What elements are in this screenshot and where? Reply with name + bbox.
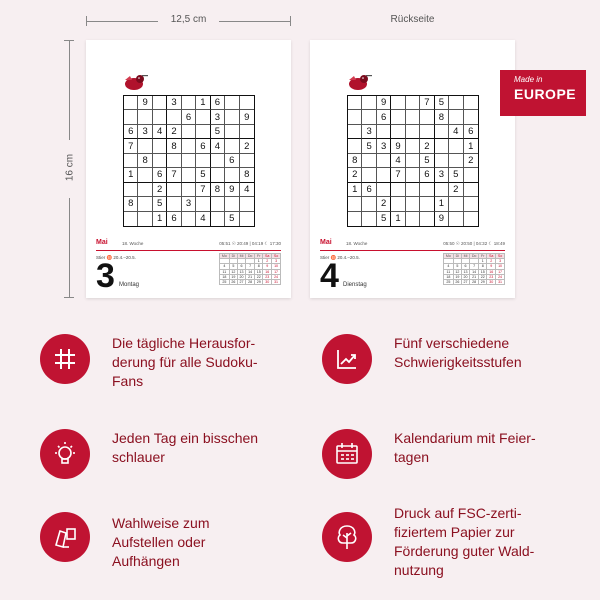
sudoku-cell bbox=[391, 197, 405, 211]
mini-calendar-day: 29 bbox=[255, 279, 263, 284]
sudoku-cell bbox=[211, 168, 225, 182]
mini-calendar-header: Mi bbox=[461, 254, 469, 259]
sudoku-cell bbox=[377, 125, 391, 139]
mini-calendar-header: Di bbox=[229, 254, 237, 259]
sudoku-cell: 9 bbox=[391, 139, 405, 153]
sudoku-cell bbox=[449, 197, 463, 211]
lightbulb-icon bbox=[51, 440, 79, 468]
mini-calendar-day: 2 bbox=[487, 259, 496, 264]
sudoku-cell bbox=[464, 96, 478, 110]
sudoku-cell bbox=[391, 125, 405, 139]
sudoku-cell bbox=[435, 139, 449, 153]
mini-calendar-day: 4 bbox=[220, 264, 230, 269]
sudoku-cell: 3 bbox=[435, 168, 449, 182]
sudoku-cell: 8 bbox=[240, 168, 254, 182]
sudoku-cell bbox=[449, 139, 463, 153]
sudoku-cell: 7 bbox=[196, 183, 210, 197]
height-label: 16 cm bbox=[64, 153, 76, 182]
mini-calendar-day: 28 bbox=[470, 279, 479, 284]
feature-holiday-calendar bbox=[322, 429, 592, 499]
sudoku-cell: 1 bbox=[196, 96, 210, 110]
logo-icon bbox=[346, 72, 372, 92]
sudoku-cell: 8 bbox=[138, 154, 152, 168]
feature-icon-circle bbox=[322, 512, 372, 562]
sudoku-cell bbox=[153, 139, 167, 153]
mini-calendar-day: 7 bbox=[470, 264, 479, 269]
sudoku-cell: 4 bbox=[211, 139, 225, 153]
sudoku-cell bbox=[406, 110, 420, 124]
day-number: 3 bbox=[96, 257, 115, 295]
feature-text: Kalendarium mit Feier- tagen bbox=[394, 430, 536, 465]
sudoku-cell bbox=[182, 139, 196, 153]
sun-moon-times: 05:50 ☉ 20:50 | 04:32 ☾ 18:49 bbox=[443, 240, 505, 246]
sudoku-cell bbox=[225, 139, 239, 153]
sudoku-cell bbox=[225, 125, 239, 139]
sudoku-cell: 9 bbox=[225, 183, 239, 197]
sudoku-cell bbox=[196, 197, 210, 211]
zodiac-sign: Stier ♉ 20.4.–20.5. bbox=[320, 255, 360, 260]
mini-calendar-day: 26 bbox=[453, 279, 461, 284]
sudoku-cell bbox=[406, 183, 420, 197]
sudoku-cell bbox=[196, 110, 210, 124]
sudoku-cell bbox=[138, 139, 152, 153]
sudoku-cell: 7 bbox=[124, 139, 138, 153]
mini-calendar-day: 21 bbox=[470, 274, 479, 279]
sudoku-cell bbox=[464, 168, 478, 182]
tree-icon bbox=[333, 523, 361, 551]
feature-icon-circle bbox=[322, 334, 372, 384]
mini-calendar-day: 13 bbox=[461, 269, 469, 274]
sudoku-cell bbox=[211, 212, 225, 226]
sudoku-cell: 3 bbox=[167, 96, 181, 110]
sudoku-cell bbox=[406, 125, 420, 139]
sudoku-cell: 9 bbox=[240, 110, 254, 124]
mini-calendar-day: 13 bbox=[237, 269, 245, 274]
sudoku-cell bbox=[449, 212, 463, 226]
sudoku-cell: 8 bbox=[211, 183, 225, 197]
mini-calendar bbox=[219, 253, 281, 285]
mini-calendar bbox=[443, 253, 505, 285]
sudoku-cell: 9 bbox=[435, 212, 449, 226]
back-label: Rückseite bbox=[390, 14, 435, 25]
sudoku-cell bbox=[435, 183, 449, 197]
month-label: Mai bbox=[320, 239, 332, 246]
mini-calendar-day: 23 bbox=[263, 274, 272, 279]
sudoku-cell: 7 bbox=[420, 96, 434, 110]
day-name: Dienstag bbox=[343, 282, 367, 288]
mini-calendar-day: 18 bbox=[444, 274, 454, 279]
mini-calendar-day: 8 bbox=[255, 264, 263, 269]
mini-calendar-day: 19 bbox=[229, 274, 237, 279]
sudoku-cell: 8 bbox=[348, 154, 362, 168]
sudoku-cell bbox=[348, 197, 362, 211]
sudoku-cell bbox=[435, 154, 449, 168]
mini-calendar-day: 16 bbox=[263, 269, 272, 274]
feature-text: Fünf verschiedene Schwierigkeitsstufen bbox=[394, 335, 522, 370]
sudoku-cell bbox=[167, 154, 181, 168]
sudoku-cell: 8 bbox=[167, 139, 181, 153]
sudoku-cell bbox=[348, 139, 362, 153]
mini-calendar-day: 28 bbox=[246, 279, 255, 284]
mini-calendar-day: 5 bbox=[453, 264, 461, 269]
sudoku-cell bbox=[377, 168, 391, 182]
mini-calendar-header: Sa bbox=[263, 254, 272, 259]
mini-calendar-day: 25 bbox=[444, 279, 454, 284]
sudoku-cell: 5 bbox=[196, 168, 210, 182]
sudoku-cell bbox=[182, 168, 196, 182]
sudoku-cell bbox=[362, 110, 376, 124]
sudoku-cell bbox=[240, 154, 254, 168]
sudoku-cell: 5 bbox=[211, 125, 225, 139]
made-in-europe-badge bbox=[500, 70, 586, 116]
mini-calendar-day: 10 bbox=[272, 264, 281, 269]
mini-calendar-day: 25 bbox=[220, 279, 230, 284]
sudoku-cell bbox=[124, 183, 138, 197]
sudoku-cell: 1 bbox=[391, 212, 405, 226]
mini-calendar-day: 6 bbox=[461, 264, 469, 269]
feature-text: Jeden Tag ein bisschen schlauer bbox=[112, 430, 259, 465]
sudoku-cell bbox=[406, 197, 420, 211]
feature-fsc-paper bbox=[322, 505, 592, 582]
mini-calendar-day: 4 bbox=[444, 264, 454, 269]
sudoku-grid bbox=[123, 95, 255, 227]
sudoku-cell: 2 bbox=[420, 139, 434, 153]
sudoku-cell bbox=[153, 154, 167, 168]
mini-calendar-day: 1 bbox=[255, 259, 263, 264]
sudoku-cell bbox=[182, 154, 196, 168]
sudoku-cell bbox=[449, 96, 463, 110]
sudoku-cell: 2 bbox=[449, 183, 463, 197]
sudoku-cell: 4 bbox=[449, 125, 463, 139]
hashtag-icon bbox=[52, 346, 78, 372]
feature-text: Druck auf FSC-zerti- fiziertem Papier zur Förderung guter Wald- nutzung bbox=[394, 505, 535, 578]
mini-calendar-day: 22 bbox=[479, 274, 487, 279]
mini-calendar-day: 9 bbox=[263, 264, 272, 269]
feature-icon-circle bbox=[40, 429, 90, 479]
sudoku-cell: 7 bbox=[391, 168, 405, 182]
sudoku-cell bbox=[138, 183, 152, 197]
sudoku-cell bbox=[153, 110, 167, 124]
mini-calendar-day: 14 bbox=[470, 269, 479, 274]
sudoku-cell bbox=[420, 197, 434, 211]
day-name: Montag bbox=[119, 282, 140, 288]
sudoku-cell: 5 bbox=[362, 139, 376, 153]
badge-small-text: Made in bbox=[514, 75, 543, 84]
mini-calendar-day: 31 bbox=[496, 279, 505, 284]
mini-calendar-day: 24 bbox=[496, 274, 505, 279]
mini-calendar-day: 27 bbox=[461, 279, 469, 284]
sudoku-cell bbox=[420, 110, 434, 124]
sudoku-cell: 3 bbox=[138, 125, 152, 139]
sudoku-cell: 6 bbox=[182, 110, 196, 124]
feature-icon-circle bbox=[40, 512, 90, 562]
sudoku-cell bbox=[391, 96, 405, 110]
feature-difficulty-levels bbox=[322, 334, 592, 404]
sudoku-cell bbox=[138, 197, 152, 211]
sudoku-cell: 5 bbox=[225, 212, 239, 226]
sudoku-cell bbox=[153, 96, 167, 110]
sudoku-cell bbox=[348, 96, 362, 110]
sudoku-cell bbox=[348, 212, 362, 226]
week-label: 18. Woche bbox=[122, 240, 144, 246]
sudoku-cell bbox=[420, 125, 434, 139]
sudoku-cell: 3 bbox=[211, 110, 225, 124]
sudoku-cell: 6 bbox=[225, 154, 239, 168]
sudoku-cell bbox=[124, 96, 138, 110]
sudoku-cell: 6 bbox=[377, 110, 391, 124]
sudoku-cell: 5 bbox=[449, 168, 463, 182]
sudoku-cell: 9 bbox=[138, 96, 152, 110]
feature-smarter-daily bbox=[40, 429, 310, 499]
mini-calendar-header: So bbox=[272, 254, 281, 259]
sudoku-cell: 1 bbox=[348, 183, 362, 197]
mini-calendar-day: 22 bbox=[255, 274, 263, 279]
sudoku-cell bbox=[391, 110, 405, 124]
sudoku-cell: 6 bbox=[167, 212, 181, 226]
mini-calendar-day: 1 bbox=[479, 259, 487, 264]
sudoku-cell bbox=[240, 197, 254, 211]
mini-calendar-day: 29 bbox=[479, 279, 487, 284]
mini-calendar-day: 19 bbox=[453, 274, 461, 279]
chart-up-icon bbox=[334, 346, 360, 372]
sudoku-cell: 6 bbox=[420, 168, 434, 182]
mini-calendar-day: 9 bbox=[487, 264, 496, 269]
mini-calendar-day: 10 bbox=[496, 264, 505, 269]
sudoku-cell: 4 bbox=[240, 183, 254, 197]
sudoku-cell bbox=[196, 154, 210, 168]
mini-calendar-day: 18 bbox=[220, 274, 230, 279]
sudoku-cell bbox=[124, 154, 138, 168]
sudoku-cell: 2 bbox=[240, 139, 254, 153]
sudoku-cell bbox=[406, 154, 420, 168]
sudoku-cell bbox=[225, 110, 239, 124]
mini-calendar-header: Mo bbox=[444, 254, 454, 259]
sudoku-cell: 4 bbox=[196, 212, 210, 226]
sudoku-cell bbox=[406, 139, 420, 153]
mini-calendar-header: Di bbox=[453, 254, 461, 259]
sudoku-cell bbox=[406, 212, 420, 226]
mini-calendar-day: 11 bbox=[444, 269, 454, 274]
feature-text: Wahlweise zum Aufstellen oder Aufhängen bbox=[112, 515, 210, 569]
mini-calendar-day: 6 bbox=[237, 264, 245, 269]
sudoku-cell: 6 bbox=[196, 139, 210, 153]
zodiac-sign: Stier ♉ 20.4.–20.5. bbox=[96, 255, 136, 260]
sudoku-cell bbox=[167, 183, 181, 197]
sudoku-cell: 4 bbox=[391, 154, 405, 168]
sudoku-cell bbox=[362, 96, 376, 110]
mini-calendar-day: 27 bbox=[237, 279, 245, 284]
sudoku-cell bbox=[391, 183, 405, 197]
sudoku-cell: 3 bbox=[377, 139, 391, 153]
sudoku-cell: 1 bbox=[435, 197, 449, 211]
sudoku-cell: 9 bbox=[377, 96, 391, 110]
mini-calendar-header: So bbox=[496, 254, 505, 259]
sudoku-cell bbox=[196, 125, 210, 139]
sudoku-cell bbox=[138, 212, 152, 226]
sudoku-cell bbox=[449, 154, 463, 168]
sudoku-cell: 3 bbox=[182, 197, 196, 211]
sudoku-cell: 2 bbox=[153, 183, 167, 197]
sudoku-cell bbox=[124, 110, 138, 124]
mini-calendar-day: 14 bbox=[246, 269, 255, 274]
sudoku-cell bbox=[348, 110, 362, 124]
feature-icon-circle bbox=[322, 429, 372, 479]
sudoku-cell: 2 bbox=[377, 197, 391, 211]
sudoku-cell: 1 bbox=[464, 139, 478, 153]
mini-calendar-header: Mo bbox=[220, 254, 230, 259]
sudoku-cell: 3 bbox=[362, 125, 376, 139]
feature-text: Die tägliche Herausfor- derung für alle Sudoku- Fans bbox=[112, 335, 258, 389]
mini-calendar-day: 26 bbox=[229, 279, 237, 284]
sudoku-cell: 6 bbox=[464, 125, 478, 139]
sudoku-cell: 2 bbox=[464, 154, 478, 168]
sudoku-cell bbox=[464, 183, 478, 197]
sudoku-cell bbox=[182, 183, 196, 197]
sudoku-cell bbox=[182, 96, 196, 110]
mini-calendar-day: 17 bbox=[496, 269, 505, 274]
sudoku-cell bbox=[225, 197, 239, 211]
sudoku-grid bbox=[347, 95, 479, 227]
sudoku-cell bbox=[138, 110, 152, 124]
sudoku-cell bbox=[124, 212, 138, 226]
mini-calendar-day: 30 bbox=[263, 279, 272, 284]
sudoku-cell: 5 bbox=[377, 212, 391, 226]
feature-stand-or-hang bbox=[40, 512, 310, 582]
sudoku-cell bbox=[406, 96, 420, 110]
feature-icon-circle bbox=[40, 334, 90, 384]
sudoku-cell: 6 bbox=[211, 96, 225, 110]
mini-calendar-day: 12 bbox=[453, 269, 461, 274]
sudoku-cell bbox=[362, 212, 376, 226]
mini-calendar-header: Fr bbox=[479, 254, 487, 259]
sudoku-cell: 5 bbox=[153, 197, 167, 211]
mini-calendar-day: 24 bbox=[272, 274, 281, 279]
week-label: 18. Woche bbox=[346, 240, 368, 246]
logo-icon bbox=[122, 72, 148, 92]
stand-icon bbox=[51, 523, 79, 551]
feature-daily-challenge bbox=[40, 334, 310, 404]
mini-calendar-day: 31 bbox=[272, 279, 281, 284]
sudoku-cell: 6 bbox=[153, 168, 167, 182]
sudoku-cell bbox=[420, 212, 434, 226]
sudoku-cell bbox=[240, 212, 254, 226]
sudoku-cell bbox=[464, 212, 478, 226]
mini-calendar-header: Mi bbox=[237, 254, 245, 259]
sudoku-cell: 4 bbox=[153, 125, 167, 139]
sudoku-cell bbox=[240, 125, 254, 139]
sudoku-cell: 5 bbox=[420, 154, 434, 168]
sudoku-cell bbox=[167, 110, 181, 124]
calendar-icon bbox=[334, 441, 360, 467]
sudoku-cell: 7 bbox=[167, 168, 181, 182]
mini-calendar-day: 20 bbox=[461, 274, 469, 279]
sudoku-cell bbox=[464, 110, 478, 124]
sudoku-cell: 6 bbox=[362, 183, 376, 197]
calendar-page-front bbox=[86, 40, 291, 298]
mini-calendar-day: 15 bbox=[479, 269, 487, 274]
mini-calendar-day: 30 bbox=[487, 279, 496, 284]
sudoku-cell: 5 bbox=[435, 96, 449, 110]
mini-calendar-day: 7 bbox=[246, 264, 255, 269]
sudoku-cell bbox=[362, 154, 376, 168]
calendar-header bbox=[96, 239, 281, 251]
mini-calendar-day: 5 bbox=[229, 264, 237, 269]
day-number: 4 bbox=[320, 257, 339, 295]
calendar-header bbox=[320, 239, 505, 251]
sun-moon-times: 05:51 ☉ 20:49 | 04:19 ☾ 17:30 bbox=[219, 240, 281, 246]
mini-calendar-day: 3 bbox=[496, 259, 505, 264]
sudoku-cell bbox=[182, 125, 196, 139]
mini-calendar-header: Do bbox=[246, 254, 255, 259]
sudoku-cell bbox=[420, 183, 434, 197]
mini-calendar-day: 21 bbox=[246, 274, 255, 279]
calendar-page-back bbox=[310, 40, 515, 298]
sudoku-cell bbox=[406, 168, 420, 182]
mini-calendar-header: Do bbox=[470, 254, 479, 259]
sudoku-cell bbox=[211, 154, 225, 168]
sudoku-cell: 2 bbox=[167, 125, 181, 139]
sudoku-cell bbox=[449, 110, 463, 124]
width-label: 12,5 cm bbox=[170, 14, 207, 25]
mini-calendar-day: 11 bbox=[220, 269, 230, 274]
sudoku-cell bbox=[362, 197, 376, 211]
mini-calendar-header: Fr bbox=[255, 254, 263, 259]
mini-calendar-day: 3 bbox=[272, 259, 281, 264]
mini-calendar-day: 17 bbox=[272, 269, 281, 274]
sudoku-cell: 2 bbox=[348, 168, 362, 182]
mini-calendar-day: 12 bbox=[229, 269, 237, 274]
mini-calendar-day: 23 bbox=[487, 274, 496, 279]
sudoku-cell bbox=[240, 96, 254, 110]
width-dimension bbox=[86, 14, 291, 28]
mini-calendar-day: 8 bbox=[479, 264, 487, 269]
sudoku-cell bbox=[348, 125, 362, 139]
sudoku-cell bbox=[138, 168, 152, 182]
sudoku-cell bbox=[464, 197, 478, 211]
sudoku-cell: 1 bbox=[153, 212, 167, 226]
mini-calendar-day: 20 bbox=[237, 274, 245, 279]
sudoku-cell bbox=[167, 197, 181, 211]
sudoku-cell bbox=[377, 154, 391, 168]
sudoku-cell: 1 bbox=[124, 168, 138, 182]
mini-calendar-header: Sa bbox=[487, 254, 496, 259]
sudoku-cell bbox=[377, 183, 391, 197]
sudoku-cell bbox=[362, 168, 376, 182]
sudoku-cell bbox=[435, 125, 449, 139]
mini-calendar-day: 15 bbox=[255, 269, 263, 274]
month-label: Mai bbox=[96, 239, 108, 246]
sudoku-cell: 8 bbox=[435, 110, 449, 124]
sudoku-cell: 6 bbox=[124, 125, 138, 139]
sudoku-cell bbox=[182, 212, 196, 226]
sudoku-cell bbox=[225, 168, 239, 182]
sudoku-cell bbox=[225, 96, 239, 110]
sudoku-cell bbox=[211, 197, 225, 211]
badge-big-text: EUROPE bbox=[514, 86, 577, 102]
height-dimension bbox=[62, 40, 78, 298]
sudoku-cell: 8 bbox=[124, 197, 138, 211]
mini-calendar-day: 2 bbox=[263, 259, 272, 264]
mini-calendar-day: 16 bbox=[487, 269, 496, 274]
